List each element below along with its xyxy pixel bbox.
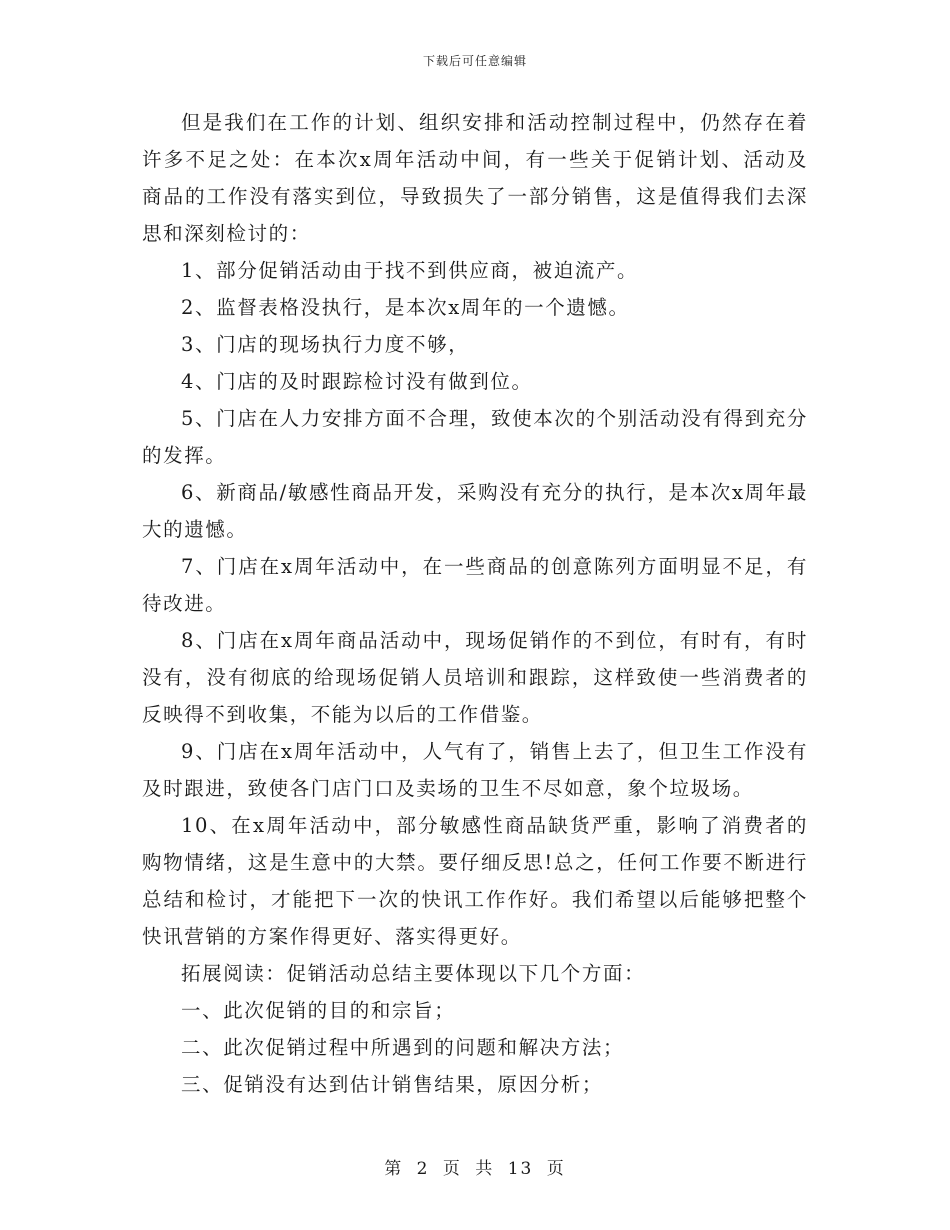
list-item: 3、门店的现场执行力度不够， <box>181 333 470 356</box>
list-item: 7、门店在x周年活动中，在一些商品的创意陈列方面明显不足，有待改进。 <box>142 555 808 615</box>
list-item: 2、监督表格没执行，是本次x周年的一个遗憾。 <box>181 296 630 319</box>
page-number: 第 2 页 共 13 页 <box>384 1159 566 1179</box>
list-item: 9、门店在x周年活动中，人气有了，销售上去了，但卫生工作没有及时跟进，致使各门店门口及卖场的卫生不尽如意，象个垃圾场。 <box>142 740 808 800</box>
list-item: 8、门店在x周年商品活动中，现场促销作的不到位，有时有，有时没有，没有彻底的给现场促销人员培训和跟踪，这样致使一些消费者的反映得不到收集，不能为以后的工作借鉴。 <box>142 629 808 726</box>
header-note: 下载后可任意编辑 <box>422 54 527 68</box>
list-item: 三、促销没有达到估计销售结果，原因分析； <box>181 1073 604 1096</box>
list-item: 10、在x周年活动中，部分敏感性商品缺货严重，影响了消费者的购物情绪，这是生意中的大禁。要仔细反思!总之，任何工作要不断进行总结和检讨，才能把下一次的快讯工作作好。我们希望以后能够把整个快讯营销的方案作得更好、落实得更好。 <box>142 814 808 948</box>
list-item: 二、此次促销过程中所遇到的问题和解决方法； <box>181 1036 625 1059</box>
list-item: 一、此次促销的目的和宗旨； <box>181 999 456 1022</box>
list-item: 1、部分促销活动由于找不到供应商，被迫流产。 <box>181 259 639 282</box>
list-item: 5、门店在人力安排方面不合理，致使本次的个别活动没有得到充分的发挥。 <box>142 407 808 467</box>
document-body <box>142 104 808 1103</box>
list-item: 6、新商品/敏感性商品开发，采购没有充分的执行，是本次x周年最大的遗憾。 <box>142 481 808 541</box>
list-item: 4、门店的及时跟踪检讨没有做到位。 <box>181 370 533 393</box>
paragraph: 拓展阅读：促销活动总结主要体现以下几个方面： <box>181 962 646 985</box>
paragraph: 但是我们在工作的计划、组织安排和活动控制过程中，仍然存在着许多不足之处：在本次x周年活动中间，有一些关于促销计划、活动及商品的工作没有落实到位，导致损失了一部分销售，这是值得我们去深思和深刻检讨的： <box>142 111 808 245</box>
